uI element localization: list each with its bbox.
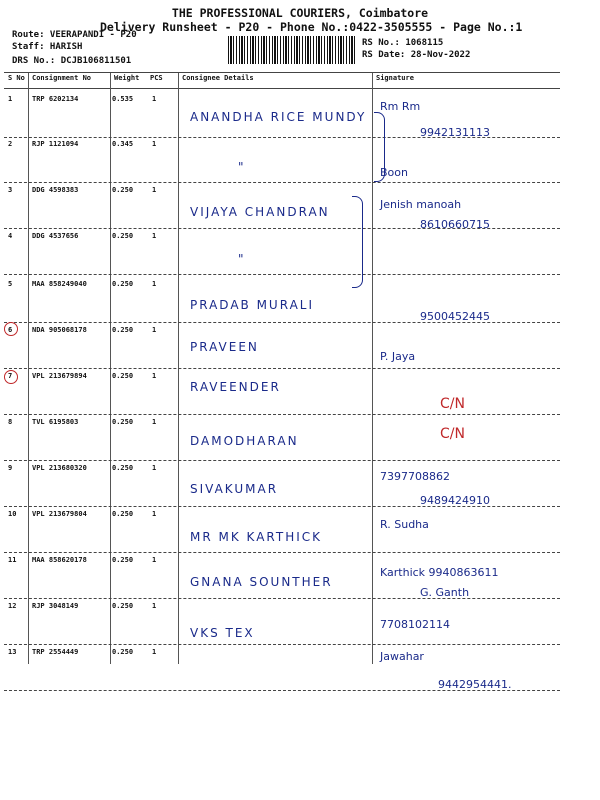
row-sno: 6: [8, 326, 13, 334]
row-divider: [4, 368, 560, 369]
row-divider: [4, 228, 560, 229]
row-consignment-no: TVL 6195803: [32, 418, 79, 426]
row-pcs: 1: [152, 418, 157, 426]
row-signature: 7397708862: [380, 470, 450, 483]
row-pcs: 1: [152, 326, 157, 334]
rs-number: RS No.: 1068115: [362, 38, 444, 48]
row-signature: Boon: [380, 166, 408, 179]
row-sno: 4: [8, 232, 13, 240]
row-signature: Jenish manoah: [380, 198, 462, 211]
row-sno: 10: [8, 510, 17, 518]
row-consignee-name: SIVAKUMAR: [190, 482, 279, 496]
row-signature: C/N: [440, 396, 465, 412]
runsheet-subtitle: Delivery Runsheet - P20 - Phone No.:0422-3505555 - Page No.:1: [100, 20, 523, 34]
row-signature-phone: 9489424910: [420, 494, 490, 507]
row-divider: [4, 414, 560, 415]
row-sno: 7: [8, 372, 13, 380]
row-signature-phone: 8610660715: [420, 218, 490, 231]
row-divider: [4, 274, 560, 275]
row-weight: 0.250: [112, 464, 134, 472]
row-signature: P. Jaya: [380, 350, 416, 363]
row-divider: [4, 322, 560, 323]
row-sno: 5: [8, 280, 13, 288]
row-weight: 0.250: [112, 326, 134, 334]
row-signature-phone: 9442954441.: [438, 678, 512, 691]
row-weight: 0.250: [112, 372, 134, 380]
row-weight: 0.250: [112, 510, 134, 518]
red-circle-mark: [4, 322, 18, 336]
barcode: [228, 36, 356, 64]
row-consignee-name: PRADAB MURALI: [190, 298, 315, 312]
row-weight: 0.345: [112, 140, 134, 148]
bracket-mark: [352, 196, 363, 288]
row-consignment-no: NDA 905068178: [32, 326, 87, 334]
row-signature-phone: 9942131113: [420, 126, 490, 139]
row-weight: 0.250: [112, 232, 134, 240]
row-signature: Jawahar: [380, 650, 424, 663]
row-pcs: 1: [152, 372, 157, 380]
row-sno: 2: [8, 140, 13, 148]
red-circle-mark: [4, 370, 18, 384]
row-consignment-no: VPL 213680320: [32, 464, 87, 472]
row-divider: [4, 506, 560, 507]
row-divider: [4, 137, 560, 138]
row-divider: [4, 598, 560, 599]
row-pcs: 1: [152, 510, 157, 518]
row-consignment-no: DDG 4598383: [32, 186, 79, 194]
row-divider: [4, 182, 560, 183]
row-consignee-name: DAMODHARAN: [190, 434, 299, 448]
staff-label: Staff: HARISH: [12, 42, 83, 52]
row-consignment-no: TRP 2554449: [32, 648, 79, 656]
bracket-mark: [374, 112, 385, 182]
row-sno: 9: [8, 464, 13, 472]
row-sno: 12: [8, 602, 17, 610]
row-divider: [4, 690, 560, 691]
row-divider: [4, 644, 560, 645]
row-signature-phone: 9500452445: [420, 310, 490, 323]
row-consignee-name: VIJAYA CHANDRAN: [190, 205, 330, 219]
row-consignee-name: MR MK KARTHICK: [190, 530, 323, 544]
row-weight: 0.535: [112, 95, 134, 103]
row-sno: 13: [8, 648, 17, 656]
row-consignment-no: RJP 1121094: [32, 140, 79, 148]
row-consignee-name: PRAVEEN: [190, 340, 259, 354]
row-pcs: 1: [152, 232, 157, 240]
row-weight: 0.250: [112, 602, 134, 610]
col-header-weight: Weight: [114, 74, 140, 82]
row-signature: Rm Rm: [380, 100, 421, 113]
col-header-pcs: PCS: [150, 74, 163, 82]
route-label: Route: VEERAPANDI - P20: [12, 30, 137, 40]
document-title: THE PROFESSIONAL COURIERS, Coimbatore: [171, 6, 429, 20]
row-consignment-no: VPL 213679894: [32, 372, 87, 380]
row-pcs: 1: [152, 186, 157, 194]
row-signature: C/N: [440, 426, 465, 442]
header-bottom-rule: [4, 88, 560, 89]
row-pcs: 1: [152, 556, 157, 564]
row-consignment-no: RJP 3048149: [32, 602, 79, 610]
row-weight: 0.250: [112, 280, 134, 288]
row-weight: 0.250: [112, 418, 134, 426]
row-consignee-name: RAVEENDER: [190, 380, 281, 394]
row-weight: 0.250: [112, 186, 134, 194]
row-sno: 3: [8, 186, 13, 194]
col-header-consignment: Consignment No: [32, 74, 92, 82]
header-top-rule: [4, 72, 560, 73]
row-pcs: 1: [152, 280, 157, 288]
row-signature-phone: G. Ganth: [420, 586, 470, 599]
row-weight: 0.250: [112, 556, 134, 564]
row-pcs: 1: [152, 648, 157, 656]
row-consignee-name: ": [238, 252, 246, 266]
row-consignment-no: MAA 858249040: [32, 280, 87, 288]
col-header-consignee: Consignee Details: [182, 74, 254, 82]
row-consignee-name: ": [238, 160, 246, 174]
row-pcs: 1: [152, 464, 157, 472]
rs-date: RS Date: 28-Nov-2022: [362, 50, 471, 60]
row-consignee-name: GNANA SOUNTHER: [190, 575, 333, 589]
row-consignment-no: VPL 213679804: [32, 510, 87, 518]
row-consignee-name: ANANDHA RICE MUNDY: [190, 110, 367, 124]
row-consignment-no: DDG 4537656: [32, 232, 79, 240]
row-pcs: 1: [152, 140, 157, 148]
row-divider: [4, 460, 560, 461]
row-consignee-name: VKS TEX: [190, 626, 255, 640]
row-consignment-no: MAA 858620178: [32, 556, 87, 564]
row-weight: 0.250: [112, 648, 134, 656]
row-signature: R. Sudha: [380, 518, 429, 531]
row-sno: 11: [8, 556, 17, 564]
row-sno: 1: [8, 95, 13, 103]
row-signature: Karthick 9940863611: [380, 566, 499, 579]
drs-number: DRS No.: DCJB106811501: [12, 56, 132, 66]
row-pcs: 1: [152, 95, 157, 103]
col-header-signature: Signature: [376, 74, 414, 82]
col-header-sno: S No: [8, 74, 25, 82]
row-signature: 7708102114: [380, 618, 450, 631]
row-divider: [4, 552, 560, 553]
row-pcs: 1: [152, 602, 157, 610]
row-sno: 8: [8, 418, 13, 426]
row-consignment-no: TRP 6202134: [32, 95, 79, 103]
